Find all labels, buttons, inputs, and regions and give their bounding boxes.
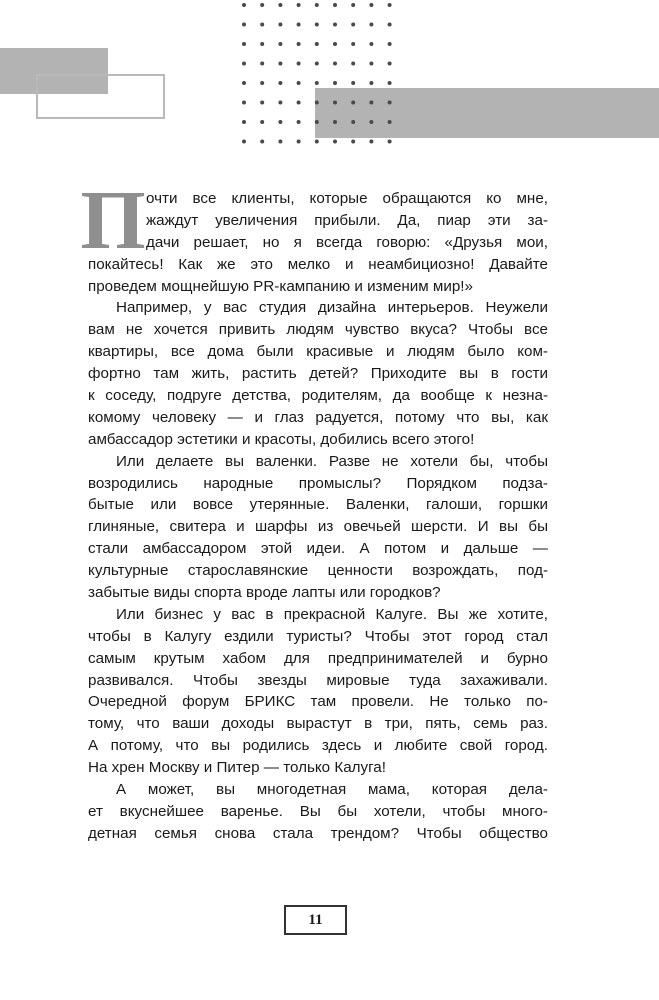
decor-dot: [388, 140, 392, 144]
decor-dot: [260, 23, 264, 27]
text-line: проведем мощнейшую PR-кампанию и изменим мир!»: [88, 277, 473, 295]
decor-dot: [278, 120, 282, 124]
decor-dot: [278, 62, 282, 66]
decor-dot: [333, 81, 337, 85]
decor-dot: [369, 120, 373, 124]
decor-dot: [351, 23, 355, 27]
text-line: ет вкуснейшее варенье. Вы бы хотели, чтобы много-: [88, 802, 548, 820]
decor-dot: [351, 81, 355, 85]
text-line: стали амбассадором этой идеи. А потом и дальше —: [88, 540, 548, 558]
decor-dot: [333, 3, 337, 7]
text-line: возродились народные промыслы? Порядком подза-: [88, 474, 548, 492]
text-line: чтобы в Калугу ездили туристы? Чтобы этот город стал: [88, 627, 548, 645]
text-line: к соседу, подруге детства, родителям, да вообще к незна-: [88, 387, 548, 405]
decor-dot: [315, 140, 319, 144]
decor-dot: [242, 62, 246, 66]
text-line: На хрен Москву и Питер — только Калуга!: [88, 759, 386, 777]
page-number: 11: [284, 905, 347, 935]
decor-dot: [388, 101, 392, 105]
decor-dot: [242, 140, 246, 144]
paragraph-1: [80, 174, 548, 297]
text-line: квартиры, все дома были красивые и людям было ком-: [88, 343, 548, 361]
text-line: забытые виды спорта вроде лапты или городков?: [88, 584, 441, 602]
paragraph-2: [88, 297, 548, 450]
text-line: амбассадор эстетики и красоты, добились всего этого!: [88, 430, 475, 448]
decor-dot: [351, 3, 355, 7]
decor-dot: [260, 3, 264, 7]
text-line: покайтесь! Как же это мелко и неамбициозно! Давайте: [88, 255, 548, 273]
decor-dot: [333, 120, 337, 124]
decor-dot: [333, 62, 337, 66]
decor-dot: [333, 23, 337, 27]
decor-dot: [315, 120, 319, 124]
decor-dot: [297, 62, 301, 66]
decor-dot: [333, 101, 337, 105]
decor-dot: [260, 120, 264, 124]
text-line: очти все клиенты, которые обращаются ко мне,: [146, 190, 548, 207]
decor-dot: [315, 101, 319, 105]
text-line: детная семья снова стала трендом? Чтобы общество: [88, 824, 548, 842]
decor-dot: [260, 62, 264, 66]
decor-dot: [369, 3, 373, 7]
decor-dot: [315, 81, 319, 85]
text-line: Например, у вас студия дизайна интерьеров. Неужели: [116, 299, 548, 317]
decor-dot: [242, 101, 246, 105]
decor-dot: [278, 140, 282, 144]
text-line: А может, вы многодетная мама, которая дела-: [116, 781, 548, 799]
decor-dot: [315, 42, 319, 46]
paragraph-5: [88, 779, 548, 845]
text-line: тому, что ваши доходы вырастут в три, пять, семь раз.: [88, 715, 548, 733]
decor-dot: [369, 42, 373, 46]
paragraph-4: [88, 604, 548, 779]
decor-dot: [297, 140, 301, 144]
decor-dot: [278, 42, 282, 46]
decor-dot: [388, 81, 392, 85]
decor-dot-grid: [240, 0, 400, 150]
decor-dot: [297, 101, 301, 105]
decor-dot: [388, 23, 392, 27]
decor-dot: [388, 42, 392, 46]
decor-dot: [351, 120, 355, 124]
decor-dot: [297, 81, 301, 85]
decor-dot: [315, 23, 319, 27]
decor-dot: [242, 42, 246, 46]
decor-dot: [369, 81, 373, 85]
drop-cap: П: [80, 174, 146, 267]
text-line: Очередной форум БРИКС там провели. Не только по-: [88, 693, 548, 711]
decor-dot: [297, 3, 301, 7]
decor-dot: [333, 140, 337, 144]
decor-dot: [333, 42, 337, 46]
decor-dot: [351, 62, 355, 66]
decor-dot: [369, 140, 373, 144]
decor-dot: [278, 81, 282, 85]
text-line: самым крутым хабом для предпринимателей и бурно: [88, 649, 548, 667]
decor-dot: [242, 3, 246, 7]
decor-dot: [315, 62, 319, 66]
body-text: [80, 174, 548, 845]
decor-dot: [278, 101, 282, 105]
decor-dot: [351, 101, 355, 105]
text-line: комому человеку — и глаз радуется, потому что вы, как: [88, 408, 548, 426]
decor-dot: [351, 140, 355, 144]
decor-dot: [242, 81, 246, 85]
decor-outline-frame: [36, 74, 165, 119]
decor-dot: [297, 42, 301, 46]
decor-dot: [242, 23, 246, 27]
decor-dot: [297, 23, 301, 27]
text-line: культурные старославянские ценности возрождать, под-: [88, 562, 548, 580]
decor-dot: [388, 62, 392, 66]
text-line: жаждут увеличения прибыли. Да, пиар эти за-: [146, 211, 548, 229]
decor-dot: [260, 42, 264, 46]
text-line: Или бизнес у вас в прекрасной Калуге. Вы же хотите,: [116, 605, 548, 623]
decor-dot: [369, 101, 373, 105]
decor-dot: [260, 81, 264, 85]
decor-dot: [351, 42, 355, 46]
decor-dot: [388, 3, 392, 7]
decor-dot: [278, 3, 282, 7]
text-line: вам не хочется привить людям чувство вкуса? Чтобы все: [88, 321, 548, 339]
decor-dot: [315, 3, 319, 7]
paragraph-3: [88, 451, 548, 604]
text-line: дачи решает, но я всегда говорю: «Друзья мои,: [146, 233, 548, 251]
decor-dot: [242, 120, 246, 124]
decor-dot: [260, 101, 264, 105]
decor-dot: [388, 120, 392, 124]
decor-dot: [260, 140, 264, 144]
text-line: развивался. Чтобы звезды мировые туда захаживали.: [88, 671, 548, 689]
text-line: глиняные, свитера и шарфы из овечьей шерсти. И вы бы: [88, 518, 548, 536]
decor-dot: [297, 120, 301, 124]
text-line: фортно там жить, растить детей? Приходите вы в гости: [88, 365, 548, 383]
text-line: бытые или вовсе утерянные. Валенки, галоши, горшки: [88, 496, 548, 514]
text-line: Или делаете вы валенки. Разве не хотели бы, чтобы: [116, 452, 548, 470]
decor-dot: [369, 23, 373, 27]
decor-dot: [369, 62, 373, 66]
text-line: А потому, что вы родились здесь и любите свой город.: [88, 737, 548, 755]
decor-dot: [278, 23, 282, 27]
